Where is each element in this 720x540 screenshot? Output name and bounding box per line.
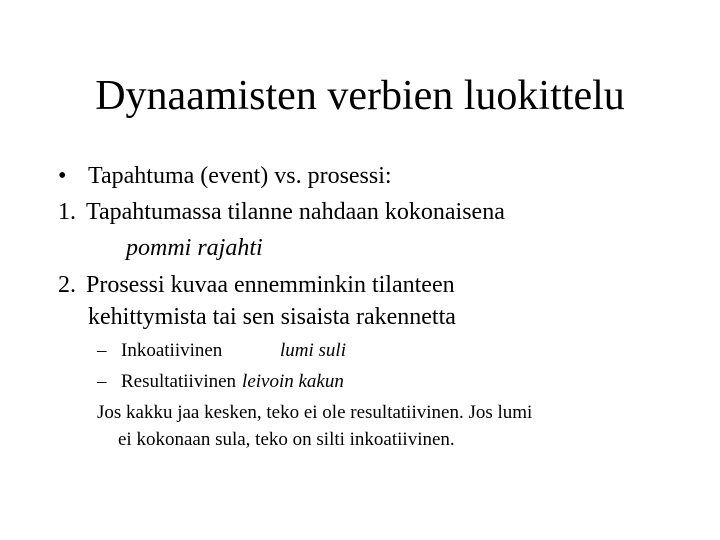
- subitem-marker: –: [97, 340, 107, 361]
- subitem-label: Resultatiivinen: [121, 371, 237, 392]
- note-line-1: Jos kakku jaa kesken, teko ei ole resultatiivinen. Jos lumi: [97, 402, 533, 423]
- subitem-inkoatiivinen: [97, 339, 346, 363]
- item-1-marker: 1.: [58, 199, 76, 225]
- subitem-marker: –: [97, 371, 107, 392]
- item-1-line: [58, 197, 505, 227]
- item-2-text-line-1: Prosessi kuvaa ennemminkin tilanteen: [86, 272, 455, 298]
- item-1-example: pommi rajahti: [126, 235, 263, 261]
- bullet-text: Tapahtuma (event) vs. prosessi:: [88, 163, 392, 189]
- bullet-marker: •: [58, 163, 67, 189]
- slide-title: Dynaamisten verbien luokittelu: [95, 73, 625, 119]
- note-line-2: ei kokonaan sula, teko on silti inkoatiivinen.: [118, 429, 455, 450]
- subitem-example: lumi suli: [280, 340, 346, 361]
- item-2-line: [58, 270, 455, 300]
- subitem-example: leivoin kakun: [242, 371, 344, 392]
- item-2-text-line-2: kehittymista tai sen sisaista rakennetta: [88, 304, 456, 330]
- subitem-resultatiivinen: [97, 370, 344, 394]
- subitem-label: Inkoatiivinen: [121, 340, 223, 361]
- item-2-marker: 2.: [58, 272, 76, 298]
- bullet-line: [58, 161, 392, 191]
- item-1-text: Tapahtumassa tilanne nahdaan kokonaisena: [86, 199, 505, 225]
